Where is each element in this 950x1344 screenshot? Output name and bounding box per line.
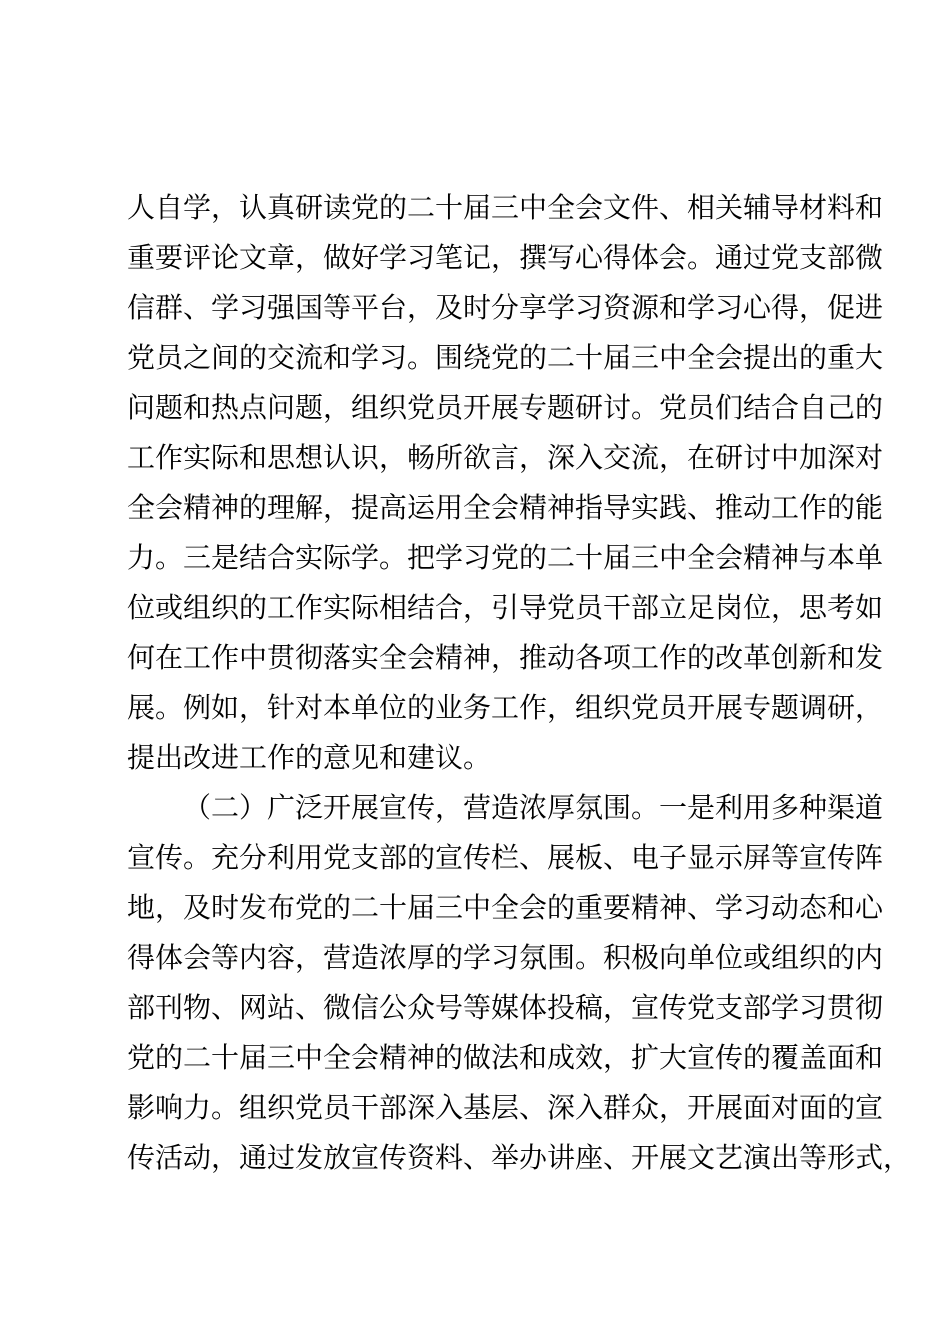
paragraph-study (127, 183, 884, 783)
text-line: 传活动，通过发放宣传资料、举办讲座、开展文艺演出等形式， (127, 1141, 912, 1174)
text-line: 宣传。充分利用党支部的宣传栏、展板、电子显示屏等宣传阵 (127, 841, 884, 874)
text-line: 党的二十届三中全会精神的做法和成效，扩大宣传的覆盖面和 (127, 1041, 884, 1074)
text-line: 地，及时发布党的二十届三中全会的重要精神、学习动态和心 (127, 891, 884, 924)
text-line: 问题和热点问题，组织党员开展专题研讨。党员们结合自己的 (127, 391, 884, 424)
text-line: 工作实际和思想认识，畅所欲言，深入交流，在研讨中加深对 (127, 441, 884, 474)
text-line: 党员之间的交流和学习。围绕党的二十届三中全会提出的重大 (127, 341, 884, 374)
text-line: 部刊物、网站、微信公众号等媒体投稿，宣传党支部学习贯彻 (127, 991, 884, 1024)
text-line: 人自学，认真研读党的二十届三中全会文件、相关辅导材料和 (127, 191, 884, 224)
text-line: 力。三是结合实际学。把学习党的二十届三中全会精神与本单 (127, 541, 884, 574)
text-line: 何在工作中贯彻落实全会精神，推动各项工作的改革创新和发 (127, 641, 884, 674)
text-line: 信群、学习强国等平台，及时分享学习资源和学习心得，促进 (127, 291, 884, 324)
text-line: 影响力。组织党员干部深入基层、深入群众，开展面对面的宣 (127, 1091, 884, 1124)
text-line: 提出改进工作的意见和建议。 (127, 741, 492, 774)
text-line: 重要评论文章，做好学习笔记，撰写心得体会。通过党支部微 (127, 241, 884, 274)
section-heading-line: （二）广泛开展宣传，营造浓厚氛围。一是利用多种渠道 (183, 791, 884, 824)
document-body (127, 183, 912, 1183)
text-line: 全会精神的理解，提高运用全会精神指导实践、推动工作的能 (127, 491, 884, 524)
paragraph-publicity (127, 783, 912, 1183)
text-line: 位或组织的工作实际相结合，引导党员干部立足岗位，思考如 (127, 591, 884, 624)
text-line: 得体会等内容，营造浓厚的学习氛围。积极向单位或组织的内 (127, 941, 884, 974)
text-line: 展。例如，针对本单位的业务工作，组织党员开展专题调研， (127, 691, 884, 724)
